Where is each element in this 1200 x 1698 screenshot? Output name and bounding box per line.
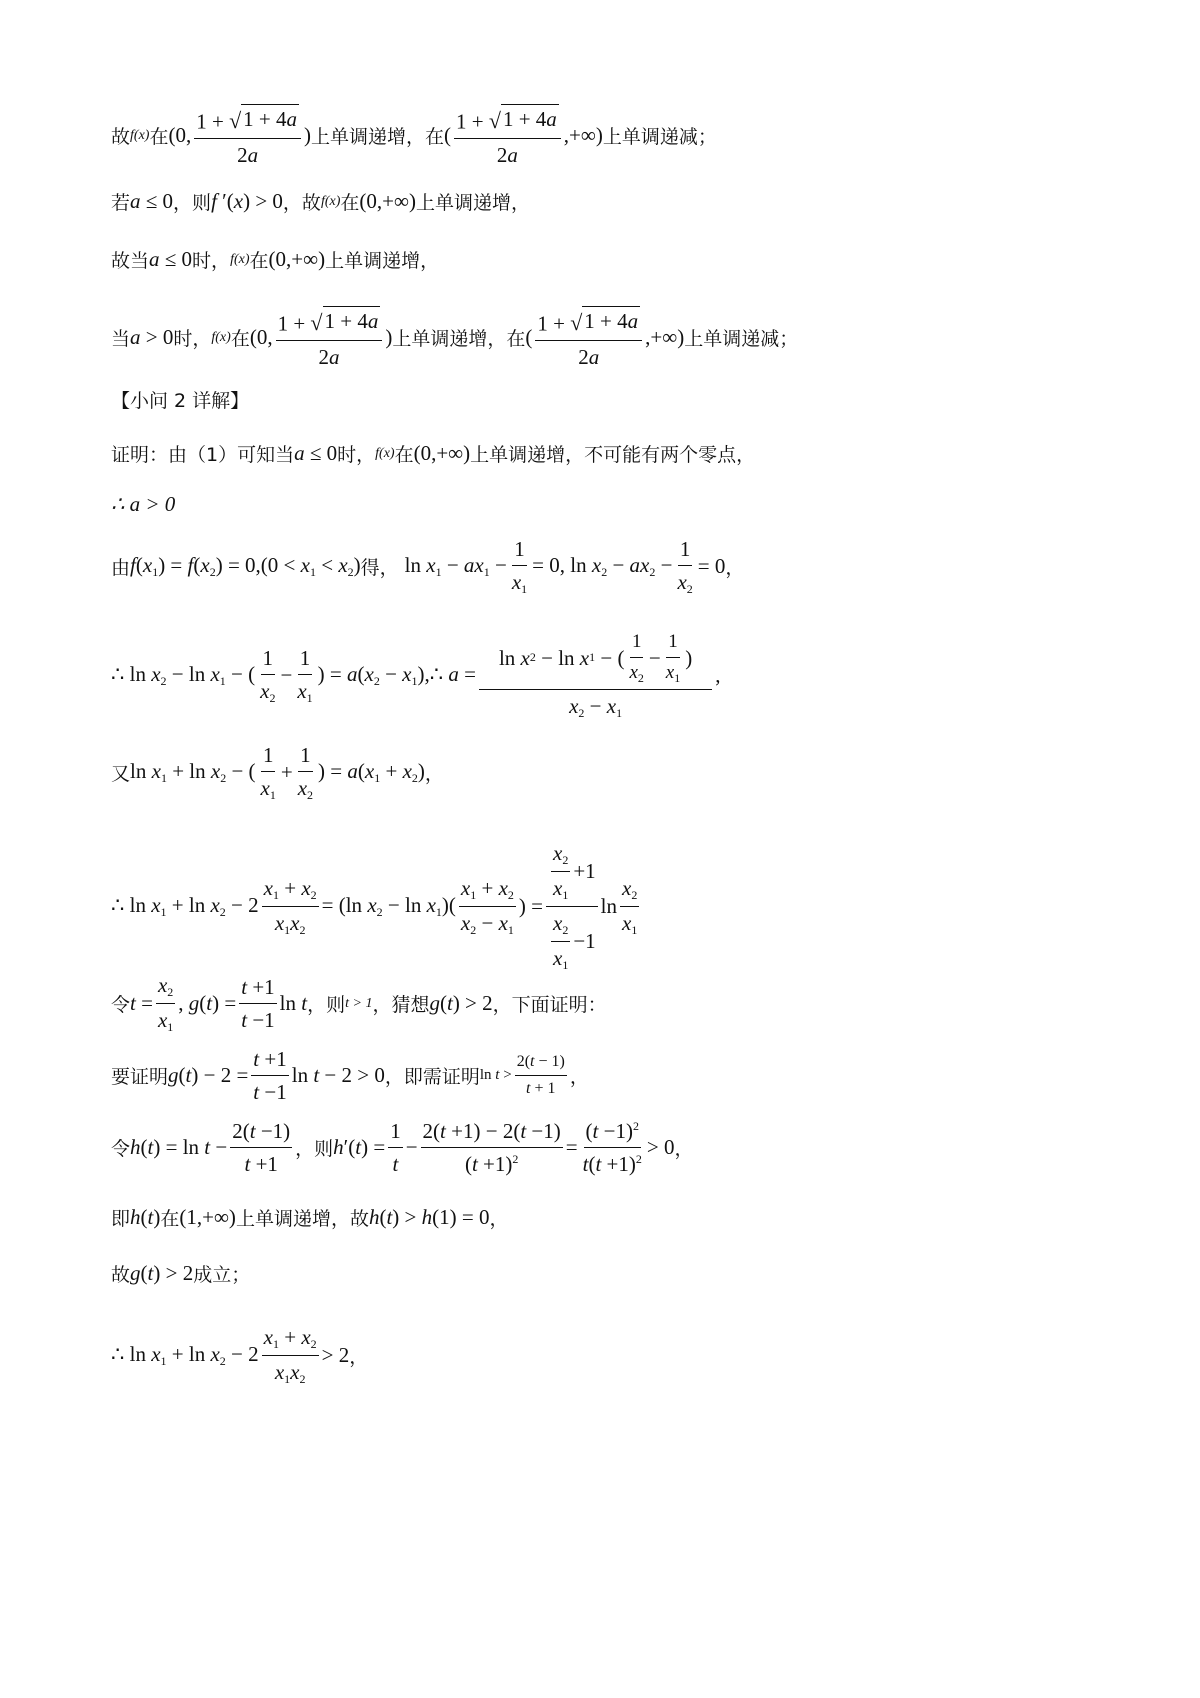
fraction: 1 + √ 1 + 4a 2a xyxy=(535,306,642,370)
math: h(t) = ln t − xyxy=(130,1135,228,1160)
fraction: $\frac{1}{t}$ xyxy=(390,1119,401,1177)
math: h′(t) = xyxy=(333,1135,386,1160)
text: 在 xyxy=(340,192,360,214)
text: 上单调递增， xyxy=(325,250,440,272)
math: a ≤ 0 xyxy=(294,441,338,465)
text: 成立； xyxy=(193,1264,251,1286)
line-1 xyxy=(111,104,717,168)
math: (0,+∞) xyxy=(359,189,416,213)
math: t > 1 xyxy=(345,995,373,1011)
math: ∴ a > 0 xyxy=(111,492,176,516)
text: 故 xyxy=(111,126,131,149)
math: f ′(x) > 0 xyxy=(211,189,283,213)
math: g(t) > 2 xyxy=(130,1261,194,1285)
fraction: $\frac{1}{x_2}$ xyxy=(297,743,314,803)
fraction: 1 + √ 1 + 4a 2a xyxy=(276,306,383,370)
fraction: $\frac{1}{x_1}$ xyxy=(297,645,313,705)
fraction: $\frac{1}{x_2}$ xyxy=(260,645,276,705)
text: ， xyxy=(725,557,745,580)
fraction: $\frac{x_2}{x_1}$ +1 $\frac{x_2}{x_1}$ −1 xyxy=(546,840,598,973)
text: 时， xyxy=(173,328,212,351)
math: t = xyxy=(130,991,153,1015)
fraction: $\frac{1}{x_2}$ xyxy=(677,537,693,597)
math: ∴ $\ln x_2 - \ln x_1$ − ( xyxy=(111,661,256,688)
text: 证明：由（1）可知当 xyxy=(111,444,295,466)
fraction: $\frac{1}{x_1}$ xyxy=(511,537,528,597)
section-header: 【小问 2 详解】 xyxy=(111,390,250,412)
text: ， xyxy=(424,763,444,786)
math: ,+∞) xyxy=(645,325,685,350)
fraction: $\frac{2(t +1) - 2(t -1)}{(t +1)^2}$ xyxy=(422,1119,561,1177)
big-expression xyxy=(111,840,642,973)
math: = (ln $x_2 - \ln x_1$)( xyxy=(321,893,456,919)
fx-small: f(x) xyxy=(130,127,150,143)
math: ln t − 2 > 0 xyxy=(291,1063,385,1088)
text: 得， xyxy=(360,557,399,580)
text: ，则 xyxy=(307,994,346,1016)
text: ，故 xyxy=(282,192,321,214)
text: ，猜想 xyxy=(372,994,430,1016)
text: 上单调递增， xyxy=(310,126,425,149)
fraction: $\frac{t +1}{t -1}$ xyxy=(253,1047,287,1105)
text: 在 xyxy=(149,126,169,149)
text: 在 xyxy=(506,328,526,351)
text: 故 xyxy=(111,1264,131,1286)
fraction: $\frac{x_1 + x_2}{x_1x_2}$ xyxy=(263,1325,317,1386)
math: ∴ $\ln x_1 + \ln x_2 - 2$ xyxy=(111,893,259,919)
math: ,+∞) xyxy=(563,123,603,148)
math: > 2 xyxy=(321,1343,350,1367)
need-prove-line xyxy=(111,1046,589,1106)
text: 故当 xyxy=(111,250,150,272)
math: a ≤ 0 xyxy=(130,189,174,213)
math: $\ln x_1 - ax_1$ − xyxy=(404,553,507,580)
let-h-line: 令 h(t) = ln t − $\frac{2(t -1)}{t +1}$ ，则 h′(t) = $\frac{1}{t}$ − $\frac{2(t +1) - 2(t -1)}{(t +1)^2}$ = $\frac{(t -1)^2}{t(t +1)^2}$ > 0 ， xyxy=(111,1119,694,1177)
math: > 0 xyxy=(646,1135,675,1160)
text: 即 xyxy=(111,1208,131,1230)
math: ) = $a(x_1 + x_2)$ xyxy=(318,759,425,786)
fraction: $\frac{1}{x_1}$ xyxy=(260,743,276,803)
final-line xyxy=(111,1324,368,1387)
math: $f(x_1) = f(x_2) = 0,(0 < x_1 < x_2)$ xyxy=(130,553,361,580)
text: 由 xyxy=(111,557,131,580)
text: 在 xyxy=(249,250,269,272)
math: ln xyxy=(600,894,618,918)
math: ( xyxy=(525,325,533,350)
text: 上单调递增， xyxy=(415,192,530,214)
math: g(t) > 2 xyxy=(429,991,493,1015)
zeros-line xyxy=(111,536,744,597)
math: , xyxy=(715,662,721,687)
text: ， xyxy=(674,1138,694,1161)
text: 要证明 xyxy=(111,1066,169,1089)
math: (1,+∞) xyxy=(179,1205,236,1229)
math: ) = xyxy=(518,894,543,918)
text: 上单调递增， xyxy=(392,328,507,351)
math: , g(t) = xyxy=(178,991,237,1015)
fraction: $\frac{x_1 + x_2}{x_1x_2}$ xyxy=(263,876,317,937)
text: 当 xyxy=(111,328,131,351)
therefore-a xyxy=(111,492,175,517)
math: ) = $a(x_2$ − $x_1),\therefore$ a = xyxy=(317,661,476,688)
text: 在 xyxy=(425,126,445,149)
sum-line: 又 $\ln x_1 + \ln x_2$ − ( $\frac{1}{x_1}$ + $\frac{1}{x_2}$ ) = $a(x_1 + x_2)$ ， xyxy=(111,743,444,803)
fx-small: f(x) xyxy=(211,329,231,345)
let-t-line xyxy=(111,972,607,1035)
math: = 0, $\ln x_2 - ax_2$ − xyxy=(532,553,673,580)
fraction: $\frac{2(t -1)}{t +1}$ xyxy=(232,1119,291,1177)
fraction: $\frac{t +1}{t -1}$ xyxy=(241,974,275,1032)
text: 时， xyxy=(337,444,376,466)
text: 又 xyxy=(111,763,131,786)
line-2 xyxy=(111,188,530,215)
fx-small: f(x) xyxy=(320,193,341,209)
text: 上单调递减； xyxy=(602,126,717,149)
math: a > 0 xyxy=(130,325,174,350)
line-3 xyxy=(111,246,439,273)
math: ( xyxy=(444,123,452,148)
math: ) xyxy=(303,123,311,148)
math: a ≤ 0 xyxy=(149,247,193,271)
text: ，则 xyxy=(295,1138,334,1161)
math: h(t) > h(1) = 0 xyxy=(368,1205,490,1229)
math: $\ln x_1 + \ln x_2$ − ( xyxy=(130,759,256,786)
math: h(t) xyxy=(130,1205,161,1229)
line-4 xyxy=(111,306,798,370)
proof-line xyxy=(111,440,755,467)
math: = 0 xyxy=(697,554,726,579)
text: ，下面证明： xyxy=(492,994,607,1016)
math: ln t > xyxy=(479,1067,512,1084)
fraction: $\frac{2(t - 1)}{t + 1}$ xyxy=(516,1053,565,1098)
math: ) xyxy=(385,325,393,350)
fraction: 1 + √ 1 + 4a 2a xyxy=(194,104,301,168)
g-holds-line xyxy=(111,1260,250,1287)
fx-small: f(x) xyxy=(375,445,395,461)
math: g(t) − 2 = xyxy=(168,1063,249,1088)
text: ， xyxy=(489,1208,509,1230)
text: 在 xyxy=(394,444,414,466)
text: 在 xyxy=(160,1208,180,1230)
fraction: $\frac{(t -1)^2}{t(t +1)^2}$ xyxy=(582,1119,642,1177)
fraction: $\frac{x_1 + x_2}{x_2 - x_1}$ xyxy=(460,876,514,937)
text: ， xyxy=(569,1066,589,1089)
fraction: $\frac{x_2}{x_1}$ xyxy=(622,876,638,937)
math: (0,+∞) xyxy=(268,247,326,271)
text: 时， xyxy=(192,250,231,272)
text: 上单调递减； xyxy=(684,328,799,351)
math: (0, xyxy=(249,325,273,350)
text: ， xyxy=(349,1346,369,1368)
text: 令 xyxy=(111,1138,131,1161)
fraction: $\frac{x_2}{x_1}$ xyxy=(157,973,174,1034)
math: ln t xyxy=(279,991,308,1015)
math: (0,+∞) xyxy=(413,441,471,465)
text: ，即需证明 xyxy=(384,1066,480,1089)
a-expression: ∴ $\ln x_2 - \ln x_1$ − ( $\frac{1}{x_2}$ − $\frac{1}{x_1}$ ) = $a(x_2$ − $x_1),\therefore$ a = ln x 2 − ln x 1 − ( $\frac{1}{x_2}$ − $\frac{1}{x_1}$ ) $x_2 - x_1$ , xyxy=(111,631,721,720)
text: 若 xyxy=(111,192,131,214)
text: 令 xyxy=(111,994,131,1016)
text: 上单调递增，不可能有两个零点， xyxy=(470,444,756,466)
math: ∴ $\ln x_1 + \ln x_2 - 2$ xyxy=(111,1342,259,1368)
fraction: 1 + √ 1 + 4a 2a xyxy=(454,104,561,168)
monotonic-h-line xyxy=(111,1204,509,1231)
math: (0, xyxy=(168,123,192,148)
text: ，则 xyxy=(173,192,212,214)
text: 上单调递增，故 xyxy=(235,1208,369,1230)
fraction: ln x 2 − ln x 1 − ( $\frac{1}{x_2}$ − $\frac{1}{x_1}$ ) $x_2 - x_1$ xyxy=(479,630,712,721)
fx-small: f(x) xyxy=(230,251,250,267)
text: 在 xyxy=(230,328,250,351)
